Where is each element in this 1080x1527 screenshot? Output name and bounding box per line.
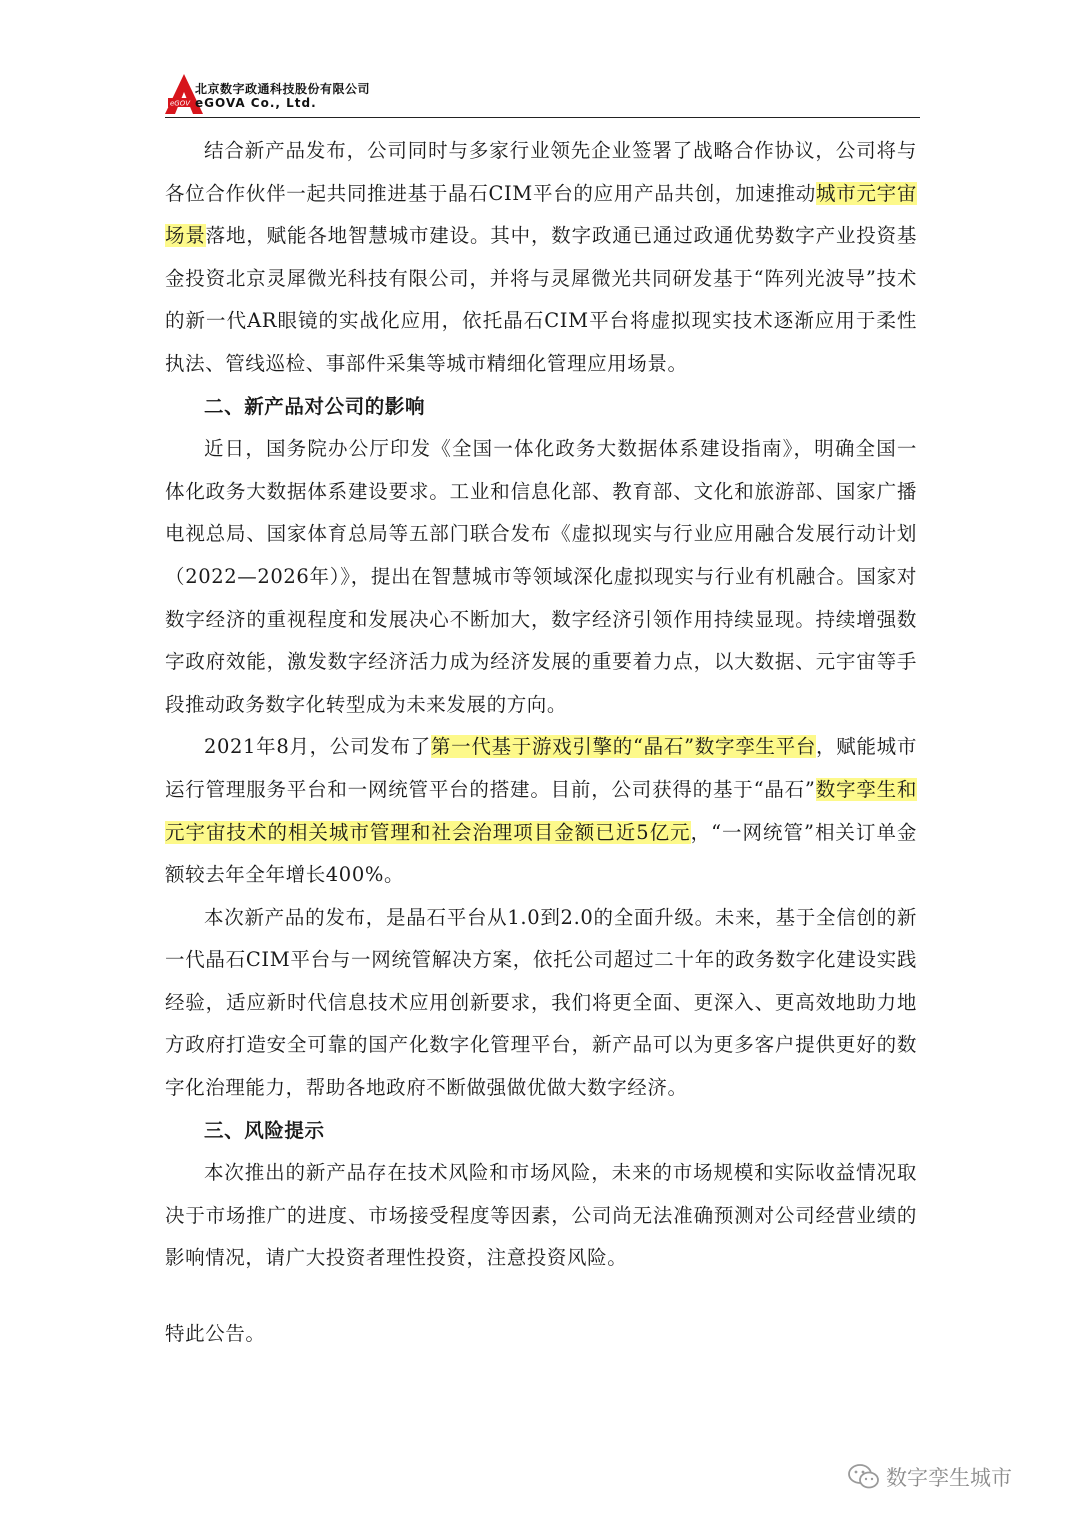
company-name-en: eGOVA Co., Ltd. <box>195 96 317 110</box>
watermark-text: 数字孪生城市 <box>886 1466 1012 1490</box>
logo-small-text: eGOV <box>170 99 191 108</box>
paragraph-upgrade: 本次新产品的发布，是晶石平台从1.0到2.0的全面升级。未来，基于全信创的新一代晶石CIM平台与一网统管解决方案，依托公司超过二十年的政务数字化建设实践经验，适应新时代信息技术应用创新要求，我们将更全面、更深入、更高效地助力地方政府打造安全可靠的国产化数字化管理平台，新产品可以为更多客户提供更好的数字化治理能力，帮助各地政府不断做强做优做大数字经济。 <box>165 905 917 1100</box>
closing-statement: 特此公告。 <box>165 1322 266 1345</box>
wechat-icon <box>848 1463 880 1491</box>
watermark <box>848 1462 1012 1492</box>
text-run: ，“一网统管”相关订单金额较去年全年增长400%。 <box>165 820 917 887</box>
paragraph-risk: 本次推出的新产品存在技术风险和市场风险，未来的市场规模和实际收益情况取决于市场推广的进度、市场接受程度等因素，公司尚无法准确预测对公司经营业绩的影响情况，请广大投资者理性投资，注意投资风险。 <box>165 1161 917 1270</box>
document-body <box>165 130 917 1280</box>
letterhead <box>165 72 920 118</box>
paragraph-jingshi-history <box>165 726 917 896</box>
paragraph-cooperation <box>165 130 917 386</box>
text-run: 结合新产品发布，公司同时与多家行业领先企业签署了战略合作协议，公司将与各位合作伙伴一起共同推进基于晶石CIM平台的应用产品共创，加速推动 <box>165 139 917 205</box>
text-run: ，赋能城市运行管理服务平台和一网统管平台的搭建。目前，公司获得的基于“晶石” <box>165 735 917 801</box>
section-heading-impact: 二、新产品对公司的影响 <box>204 394 426 418</box>
highlight-digital-twin-platform: 第一代基于游戏引擎的“晶石”数字孪生平台 <box>430 735 817 759</box>
text-run: 落地，赋能各地智慧城市建设。其中，数字政通已通过政通优势数字产业投资基金投资北京灵犀微光科技有限公司，并将与灵犀微光共同研发基于“阵列光波导”技术的新一代AR眼镜的实战化应用，依托晶石CIM平台将虚拟现实技术逐渐应用于柔性执法、管线巡检、事部件采集等城市精细化管理应用场景。 <box>165 224 917 375</box>
text-run: 2021年8月，公司发布了 <box>204 735 431 759</box>
section-heading-risk: 三、风险提示 <box>204 1118 325 1142</box>
company-name-cn: 北京数字政通科技股份有限公司 <box>195 82 371 96</box>
paragraph-policy: 近日，国务院办公厅印发《全国一体化政务大数据体系建设指南》，明确全国一体化政务大数据体系建设要求。工业和信息化部、教育部、文化和旅游部、国家广播电视总局、国家体育总局等五部门联合发布《虚拟现实与行业应用融合发展行动计划（2022—2026年）》，提出在智慧城市等领域深化虚拟现实与行业有机融合。国家对数字经济的重视程度和发展决心不断加大，数字经济引领作用持续显现。持续增强数字政府效能，激发数字经济活力成为经济发展的重要着力点，以大数据、元宇宙等手段推动政务数字化转型成为未来发展的方向。 <box>165 437 917 716</box>
highlight-metaverse-scene: 城市元宇宙场景 <box>165 181 917 248</box>
highlight-project-amount: 数字孪生和元宇宙技术的相关城市管理和社会治理项目金额已近5亿元 <box>165 777 917 844</box>
